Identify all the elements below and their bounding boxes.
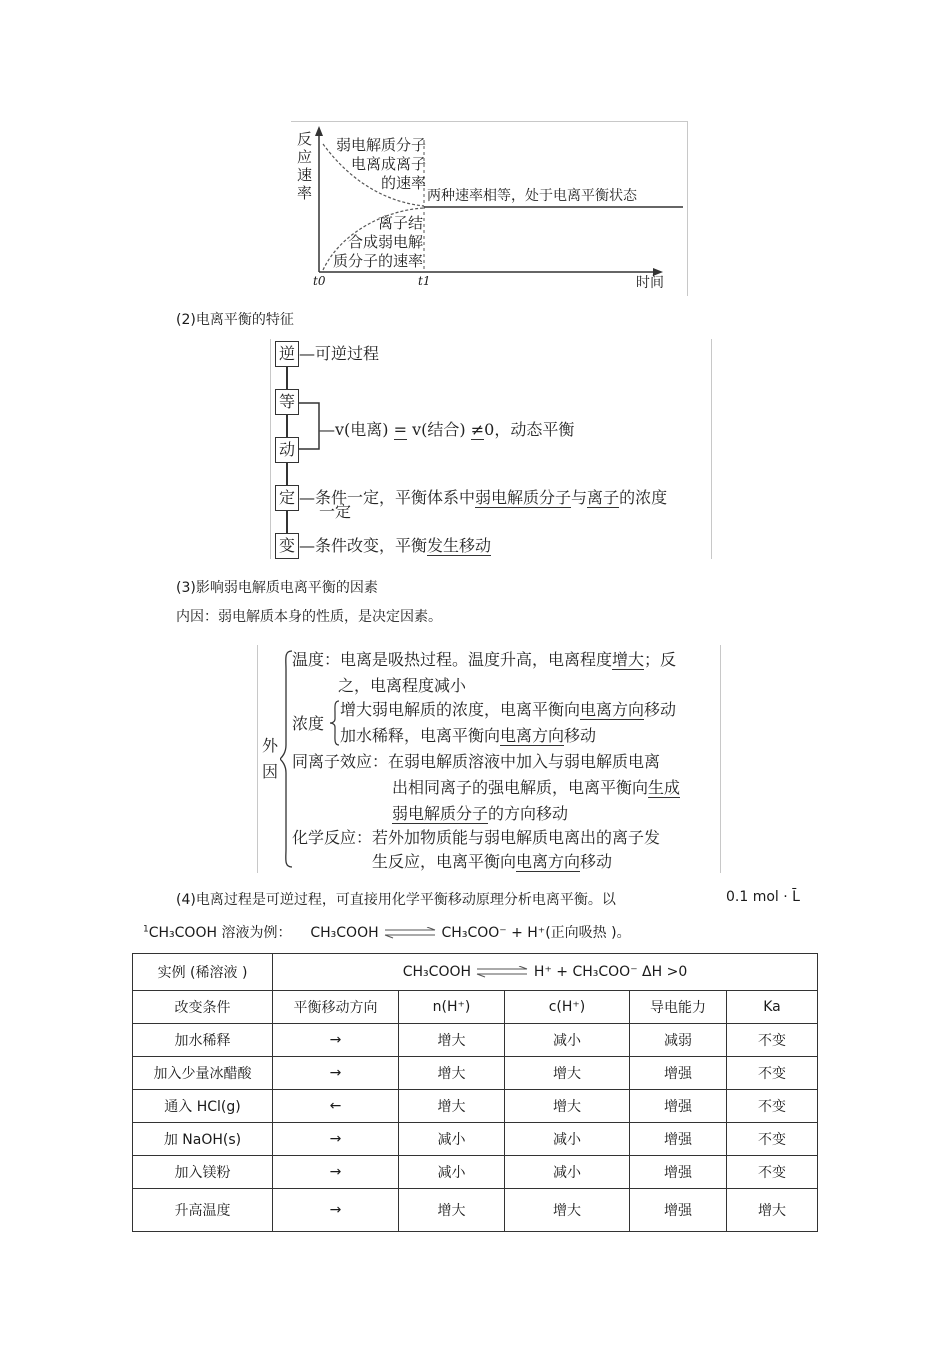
table-cell: 增大 [505, 1090, 630, 1123]
factor-concentration-2: 加水稀释，电离平衡向电离方向移动 [340, 726, 597, 745]
table-cell: 增大 [505, 1189, 630, 1232]
concentration-brace [330, 699, 340, 747]
table-cell: 不变 [727, 1057, 818, 1090]
equilibrium-arrows-icon [383, 927, 437, 939]
factor-common-ion-line2: 出相同离子的强电解质，电离平衡向生成 [392, 778, 681, 797]
section3-internal: 内因：弱电解质本身的性质，是决定因素。 [176, 609, 442, 625]
factor-temperature-line2: 之，电离程度减小 [338, 676, 467, 695]
y-axis-label: 反应速率 [297, 130, 313, 202]
table-cell: → [273, 1024, 399, 1057]
table-cell: 增强 [630, 1156, 727, 1189]
factors-figure [257, 645, 721, 873]
table-cell: 增大 [727, 1189, 818, 1232]
table-row [133, 1156, 818, 1189]
table-cell: 减小 [399, 1123, 505, 1156]
table-header-cell: 导电能力 [630, 991, 727, 1024]
table-cell: 减小 [505, 1024, 630, 1057]
feature-bian-row: 变 —条件改变，平衡发生移动 [275, 533, 491, 559]
table-corner: 实例 (稀溶液 ) [133, 954, 273, 991]
feature-dong-box: 动 [275, 437, 299, 463]
factor-temperature: 温度：电离是吸热过程。温度升高，电离程度增大；反 [292, 650, 677, 669]
factor-common-ion-line3: 弱电解质分子的方向移动 [392, 804, 569, 823]
feature-deng-box: 等 [275, 389, 299, 415]
feature-deng-dong-text: —v(电离) = v(结合) ≠0，动态平衡 [319, 420, 575, 439]
forward-rate-label: 弱电解质分子 电离成离子 的速率 [335, 136, 426, 192]
feature-bian-box: 变 [275, 533, 299, 559]
factor-common-ion: 同离子效应：在弱电解质溶液中加入与弱电解质电离 [292, 752, 661, 771]
table-header-cell: Ka [727, 991, 818, 1024]
table-row [133, 1090, 818, 1123]
factor-chemical-reaction-line2: 生反应，电离平衡向电离方向移动 [372, 852, 613, 871]
table-row [133, 1123, 818, 1156]
equilibrium-arrows-icon [475, 966, 529, 978]
table-cell: 减小 [505, 1123, 630, 1156]
table-cell: 加入镁粉 [133, 1156, 273, 1189]
conditions-table [132, 953, 818, 1232]
feature-ni-row [275, 341, 379, 367]
table-header-cell: c(H⁺) [505, 991, 630, 1024]
table-cell: 增强 [630, 1057, 727, 1090]
table-cell: 增强 [630, 1090, 727, 1123]
table-cell: 增强 [630, 1189, 727, 1232]
section4-line2: $^1$CH₃COOH 溶液为例： CH₃COOH CH₃COO⁻ + H⁺(正向吸热 )。 [143, 924, 631, 941]
table-cell: 加 NaOH(s) [133, 1123, 273, 1156]
table-cell: → [273, 1057, 399, 1090]
table-cell: 通入 HCl(g) [133, 1090, 273, 1123]
t0-label: t0 [313, 274, 326, 288]
not-equal-sign: ≠ [470, 420, 485, 439]
table-header-cell: n(H⁺) [399, 991, 505, 1024]
factor-concentration-1: 增大弱电解质的浓度，电离平衡向电离方向移动 [340, 700, 677, 719]
feature-ding-row: 定 —条件一定，平衡体系中弱电解质分子与离子的浓度 [275, 485, 667, 511]
superscript-one: 1 [143, 924, 149, 935]
table-header-cell: 改变条件 [133, 991, 273, 1024]
factor-concentration-label: 浓度 [292, 714, 325, 733]
table-cell: → [273, 1156, 399, 1189]
feature-ni-text: —可逆过程 [299, 344, 380, 363]
t1-label: t1 [418, 274, 431, 288]
feature-ni-box: 逆 [275, 341, 299, 367]
table-cell: 不变 [727, 1090, 818, 1123]
table-cell: → [273, 1189, 399, 1232]
equilibrium-label: 两种速率相等，处于电离平衡状态 [427, 188, 637, 204]
table-cell: 增强 [630, 1123, 727, 1156]
table-cell: 减小 [399, 1156, 505, 1189]
table-cell: 升高温度 [133, 1189, 273, 1232]
table-cell: 不变 [727, 1024, 818, 1057]
equals-sign: = [393, 420, 408, 439]
table-cell: ← [273, 1090, 399, 1123]
feature-dong-row [275, 437, 299, 463]
feature-ding-line2: 一定 [319, 502, 352, 521]
table-cell: → [273, 1123, 399, 1156]
features-figure [270, 339, 712, 559]
section3-heading: (3)影响弱电解质电离平衡的因素 [176, 580, 378, 596]
table-equation: CH₃COOH H⁺ + CH₃COO⁻ ΔH >0 [273, 954, 818, 991]
table-cell: 不变 [727, 1156, 818, 1189]
feature-deng-row [275, 389, 299, 415]
section4-concentration: 0.1 mol · L̄ [726, 889, 800, 905]
table-cell: 增大 [505, 1057, 630, 1090]
table-row [133, 1057, 818, 1090]
reverse-rate-label: 离子结 合成弱电解 质分子的速率 [332, 214, 423, 270]
table-cell: 不变 [727, 1123, 818, 1156]
y-axis-arrow [315, 126, 323, 136]
table-cell: 增大 [399, 1057, 505, 1090]
table-cell: 增大 [399, 1024, 505, 1057]
section4-line1: (4)电离过程是可逆过程，可直接用化学平衡移动原理分析电离平衡。以 [176, 892, 616, 908]
feature-ding-box: 定 [275, 485, 299, 511]
outer-factor-label: 外 因 [262, 736, 279, 781]
table-cell: 增大 [399, 1189, 505, 1232]
table-cell: 减小 [505, 1156, 630, 1189]
x-axis-label: 时间 [636, 275, 664, 291]
table-cell: 加入少量冰醋酸 [133, 1057, 273, 1090]
table-row [133, 1189, 818, 1232]
factor-chemical-reaction: 化学反应：若外加物质能与弱电解质电离出的离子发 [292, 828, 661, 847]
rate-graph [291, 121, 688, 296]
table-cell: 加水稀释 [133, 1024, 273, 1057]
table-equation-row [133, 954, 818, 991]
table-header-row [133, 991, 818, 1024]
table-header-cell: 平衡移动方向 [273, 991, 399, 1024]
table-cell: 减弱 [630, 1024, 727, 1057]
table-row [133, 1024, 818, 1057]
table-cell: 增大 [399, 1090, 505, 1123]
section2-heading: (2)电离平衡的特征 [176, 312, 294, 328]
